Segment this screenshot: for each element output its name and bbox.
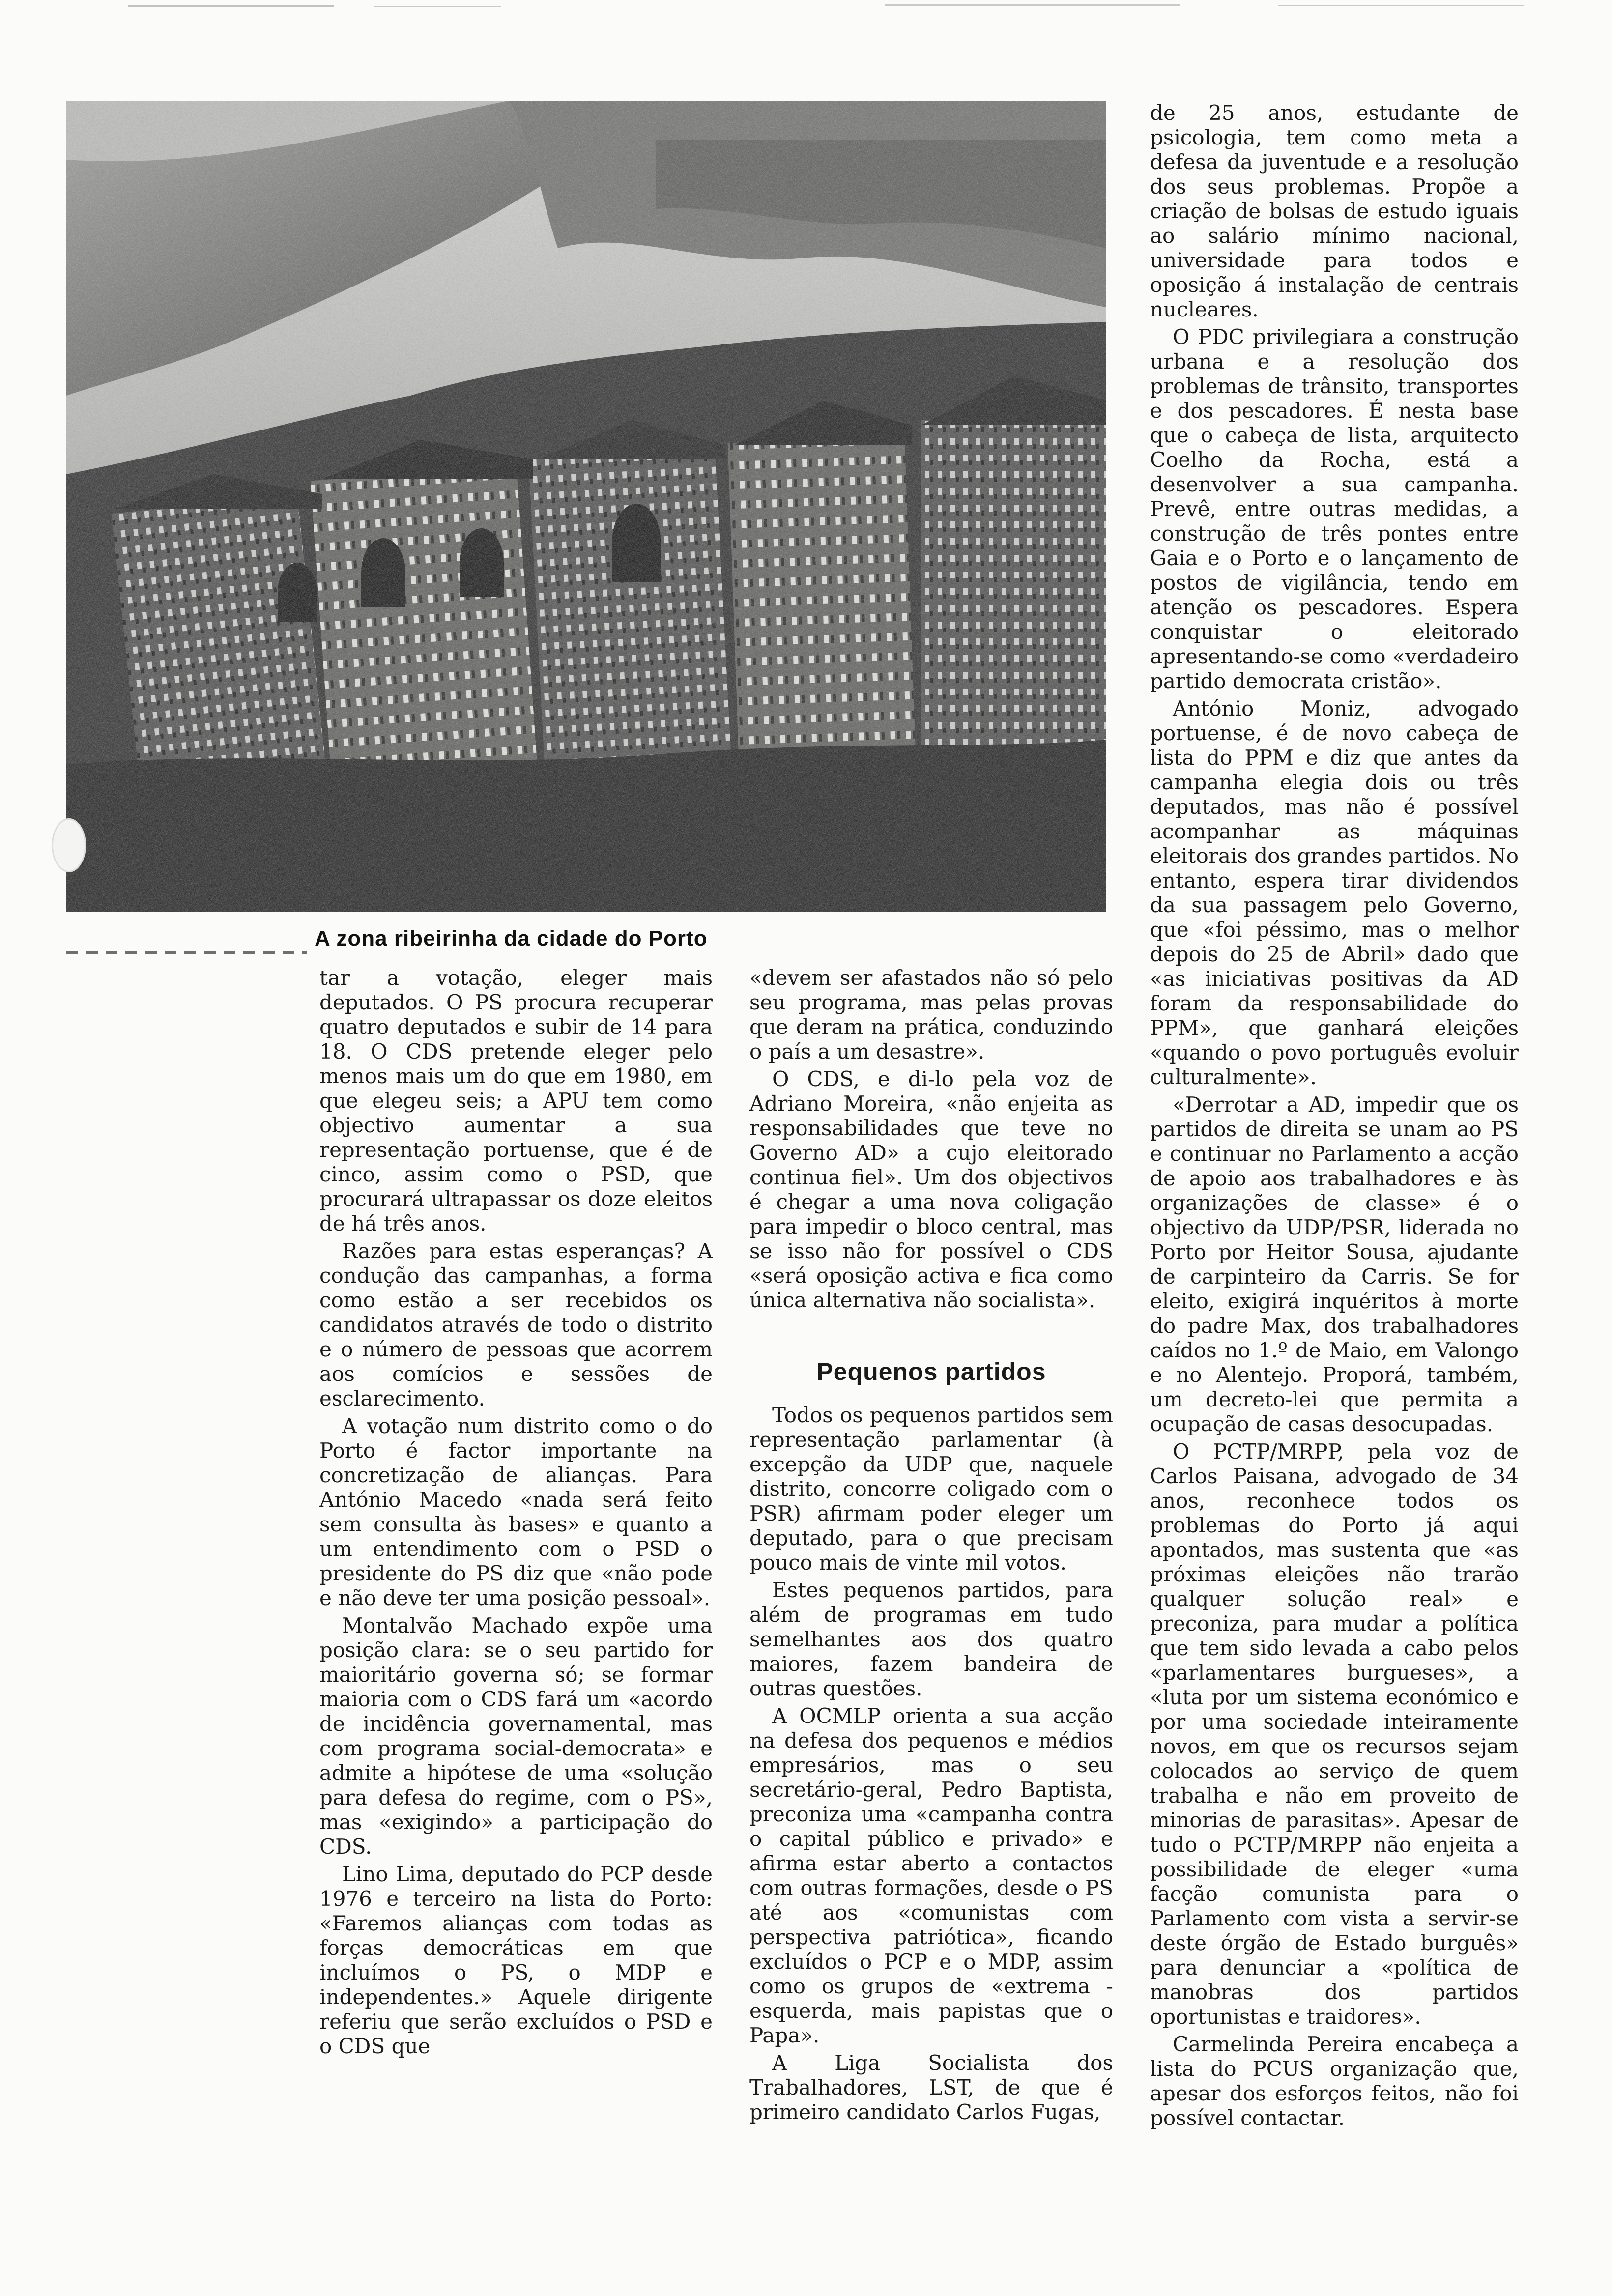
paragraph: tar a votação, eleger mais deputados. O PS procura recuperar quatro deputados e subir de 14 para 18. O CDS pretende eleger pelo menos mais um do que em 1980, em que elegeu seis; a APU tem como objectivo aumentar a sua representação portuense, que é de cinco, assim como o PSD, que procurará ultrapassar os doze eleitos de há três anos.	[319, 966, 713, 1235]
paragraph: A OCMLP orienta a sua acção na defesa dos pequenos e médios empresários, mas o seu secretário-geral, Pedro Baptista, preconiza uma «campanha contra o capital público e privado» e afirma estar aberto a contactos com outras formações, desde o PS até aos «comunistas com perspectiva patriótica», ficando excluídos o PCP e o MDP, assim como os grupos de «extrema - esquerda, mais papistas que o Papa».	[749, 1704, 1113, 2047]
photo-illustration	[66, 101, 1106, 912]
paragraph: A votação num distrito como o do Porto é factor importante na concretização de alianças. Para António Macedo «nada será feito sem consulta às bases» e quanto a um entendimento com o PSD o presidente do PS diz que «não pode e não deve ter uma posição pessoal».	[319, 1414, 713, 1610]
article-column-2	[749, 966, 1113, 2127]
paragraph: O PCTP/MRPP, pela voz de Carlos Paisana, advogado de 34 anos, reconhece todos os problemas do Porto já aqui apontados, mas sustenta que «as próximas eleições não trarão qualquer solução real» e preconiza, para mudar a política que tem sido levada a cabo pelos «parlamentares burgueses», a «luta por um sistema económico e por uma sociedade inteiramente novos, em que os recursos sejam colocados ao serviço de quem trabalha e não em proveito de minorias de parasitas». Apesar de tudo o PCTP/MRPP não enjeita a possibilidade de eleger «uma facção comunista para o Parlamento com vista a servir-se deste órgão de Estado burguês» para denunciar a «política de manobras dos partidos oportunistas e traidores».	[1150, 1439, 1519, 2029]
paragraph: de 25 anos, estudante de psicologia, tem como meta a defesa da juventude e a resolução dos seus problemas. Propõe a criação de bolsas de estudo iguais ao salário mínimo nacional, universidade para todos e oposição á instalação de centrais nucleares.	[1150, 101, 1519, 321]
paragraph: Estes pequenos partidos, para além de programas em tudo semelhantes aos dos quatro maiores, fazem bandeira de outras questões.	[749, 1578, 1113, 1700]
photo-caption: A zona ribeirinha da cidade do Porto	[315, 926, 708, 950]
binder-hole	[52, 818, 86, 872]
paragraph: Lino Lima, deputado do PCP desde 1976 e terceiro na lista do Porto: «Faremos alianças com todas as forças democráticas em que incluímos o PS, o MDP e independentes.» Aquele dirigente referiu que serão excluídos o PSD e o CDS que	[319, 1862, 713, 2058]
caption-rule	[66, 951, 307, 954]
paragraph: A Liga Socialista dos Trabalhadores, LST, de que é primeiro candidato Carlos Fugas,	[749, 2051, 1113, 2124]
paragraph: Razões para estas esperanças? A condução das campanhas, a forma como estão a ser recebidos os candidatos através de todo o distrito e o número de pessoas que acorrem aos comícios e sessões de esclarecimento.	[319, 1239, 713, 1410]
paragraph: «devem ser afastados não só pelo seu programa, mas pelas provas que deram na prática, conduzindo o país a um desastre».	[749, 966, 1113, 1063]
scan-edge-marks	[0, 0, 1612, 15]
section-subheading: Pequenos partidos	[816, 1358, 1046, 1385]
paragraph: António Moniz, advogado portuense, é de novo cabeça de lista do PPM e diz que antes da campanha elegia dois ou três deputados, mas não é possível acompanhar as máquinas eleitorais dos grandes partidos. No entanto, espera tirar dividendos da sua passagem pelo Governo, que «foi péssimo, mas o melhor depois do 25 de Abril» dado que «as iniciativas positivas da AD foram da responsabilidade do PPM», que ganhará eleições «quando o povo português evoluir culturalmente».	[1150, 696, 1519, 1089]
paragraph: O CDS, e di-lo pela voz de Adriano Moreira, «não enjeita as responsabilidades que teve no Governo AD» a cujo eleitorado continua fiel». Um dos objectivos é chegar a uma nova coligação para impedir o bloco central, mas se isso não for possível o CDS «será oposição activa e fica como única alternativa não socialista».	[749, 1067, 1113, 1312]
article-column-3	[1150, 101, 1519, 2133]
article-column-1	[319, 966, 713, 2062]
paragraph: «Derrotar a AD, impedir que os partidos de direita se unam ao PS e continuar no Parlamento a acção de apoio aos trabalhadores e às organizações de classe» é o objectivo da UDP/PSR, liderada no Porto por Heitor Sousa, ajudante de carpinteiro da Carris. Se for eleito, exigirá inquéritos à morte do padre Max, dos trabalhadores caídos no 1.º de Maio, em Valongo e no Alentejo. Proporá, também, um decreto-lei que permita a ocupação de casas desocupadas.	[1150, 1092, 1519, 1436]
porto-riverside-photo	[66, 101, 1106, 912]
paragraph: O PDC privilegiara a construção urbana e a resolução dos problemas de trânsito, transportes e dos pescadores. É nesta base que o cabeça de lista, arquitecto Coelho da Rocha, está a desenvolver a sua campanha. Prevê, entre outras medidas, a construção de três pontes entre Gaia e o Porto e o lançamento de postos de vigilância, tendo em atenção os pescadores. Espera conquistar o eleitorado apresentando-se como «verdadeiro partido democrata cristão».	[1150, 325, 1519, 693]
paragraph: Carmelinda Pereira encabeça a lista do PCUS organização que, apesar dos esforços feitos, não foi possível contactar.	[1150, 2032, 1519, 2130]
paragraph: Todos os pequenos partidos sem representação parlamentar (à excepção da UDP que, naquele distrito, concorre coligado com o PSR) afirmam poder eleger um deputado, para o que precisam pouco mais de vinte mil votos.	[749, 1403, 1113, 1575]
paragraph: Montalvão Machado expõe uma posição clara: se o seu partido for maioritário governa só; se formar maioria com o CDS fará um «acordo de incidência governamental, mas com programa social-democrata» e admite a hipótese de uma «solução para defesa do regime, com o PS», mas «exigindo» a participação do CDS.	[319, 1613, 713, 1859]
